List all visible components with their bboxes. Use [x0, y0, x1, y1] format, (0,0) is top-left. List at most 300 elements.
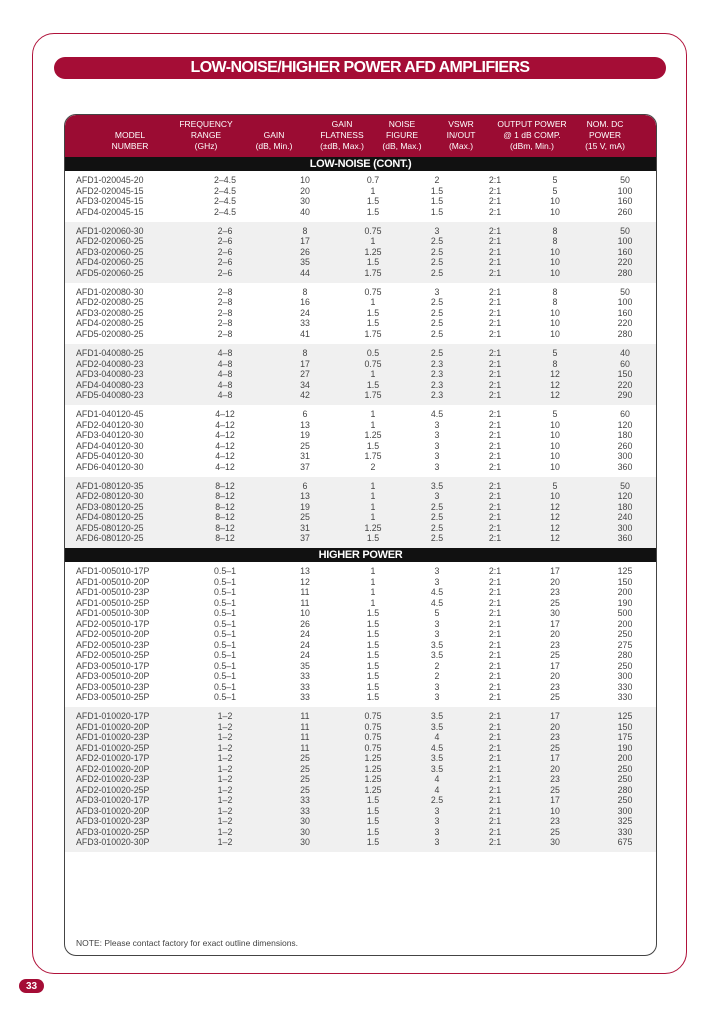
cell-output-power: 20 — [550, 629, 560, 640]
cell-frequency: 4–8 — [217, 358, 233, 369]
table-row — [65, 711, 656, 722]
cell-dc-power: 175 — [617, 732, 633, 743]
header-line: (dBm, Min.) — [510, 141, 554, 151]
table-row — [65, 774, 656, 785]
cell-dc-power: 250 — [617, 774, 633, 785]
cell-noise-figure: 2 — [434, 660, 440, 671]
cell-output-power: 25 — [550, 597, 560, 608]
cell-noise-figure: 3.5 — [430, 650, 444, 661]
cell-gain-flatness: 1.5 — [366, 618, 380, 629]
header-line: NOM. DC — [586, 119, 624, 129]
cell-noise-figure: 3 — [434, 692, 440, 703]
cell-dc-power: 200 — [617, 587, 633, 598]
table-row — [65, 420, 656, 431]
table-row — [65, 207, 656, 218]
cell-dc-power: 220 — [617, 318, 633, 329]
cell-gain: 8 — [302, 286, 308, 297]
cell-dc-power: 60 — [620, 358, 630, 369]
cell-gain-flatness: 1.5 — [366, 650, 380, 661]
cell-noise-figure: 2.5 — [430, 348, 444, 359]
table-row — [65, 512, 656, 523]
table-row — [65, 722, 656, 733]
cell-gain: 33 — [300, 318, 310, 329]
cell-gain: 33 — [300, 692, 310, 703]
cell-model: AFD6-080120-25 — [76, 533, 144, 544]
cell-output-power: 8 — [552, 297, 558, 308]
cell-gain: 41 — [300, 328, 310, 339]
cell-gain: 17 — [300, 358, 310, 369]
cell-vswr: 2:1 — [488, 297, 502, 308]
cell-noise-figure: 4 — [434, 732, 440, 743]
cell-output-power: 10 — [550, 491, 560, 502]
cell-gain-flatness: 1 — [370, 480, 376, 491]
cell-vswr: 2:1 — [488, 461, 502, 472]
cell-model: AFD4-080120-25 — [76, 512, 144, 523]
cell-noise-figure: 3.5 — [430, 763, 444, 774]
table-row — [65, 650, 656, 661]
cell-output-power: 30 — [550, 837, 560, 848]
cell-gain: 31 — [300, 522, 310, 533]
header-line: MODEL — [114, 130, 146, 140]
table-row — [65, 318, 656, 329]
cell-noise-figure: 2.5 — [430, 267, 444, 278]
cell-gain: 8 — [302, 348, 308, 359]
cell-gain: 11 — [300, 732, 310, 743]
cell-model: AFD2-040120-30 — [76, 419, 144, 430]
cell-frequency: 2–8 — [217, 318, 233, 329]
table-row — [65, 806, 656, 817]
header-line: FIGURE — [385, 130, 419, 140]
cell-vswr: 2:1 — [488, 480, 502, 491]
cell-gain-flatness: 0.75 — [364, 742, 382, 753]
cell-output-power: 23 — [550, 587, 560, 598]
cell-output-power: 12 — [550, 522, 560, 533]
cell-model: AFD2-010020-25P — [76, 784, 150, 795]
cell-model: AFD2-010020-23P — [76, 774, 150, 785]
cell-gain: 31 — [300, 451, 310, 462]
header-line: (dB, Max.) — [382, 141, 422, 151]
cell-vswr: 2:1 — [488, 576, 502, 587]
cell-gain: 20 — [300, 185, 310, 196]
cell-noise-figure: 2.3 — [430, 358, 444, 369]
table-row — [65, 441, 656, 452]
cell-gain: 6 — [302, 409, 308, 420]
cell-dc-power: 360 — [617, 461, 633, 472]
row-group — [65, 171, 656, 222]
table-row — [65, 430, 656, 441]
cell-gain-flatness: 1.25 — [364, 753, 382, 764]
cell-noise-figure: 2 — [434, 671, 440, 682]
cell-output-power: 10 — [550, 267, 560, 278]
table-row — [65, 247, 656, 258]
cell-frequency: 1–2 — [217, 721, 233, 732]
cell-noise-figure: 3.5 — [430, 480, 444, 491]
cell-frequency: 8–12 — [215, 522, 235, 533]
cell-frequency: 1–2 — [217, 795, 233, 806]
table-row — [65, 359, 656, 370]
cell-dc-power: 280 — [617, 267, 633, 278]
cell-gain: 30 — [300, 826, 310, 837]
cell-gain-flatness: 1 — [370, 491, 376, 502]
table-row — [65, 409, 656, 420]
header-line: GAIN — [331, 119, 353, 129]
table-row — [65, 297, 656, 308]
cell-noise-figure: 3 — [434, 451, 440, 462]
page-number: 33 — [19, 979, 44, 993]
cell-vswr: 2:1 — [488, 501, 502, 512]
cell-gain-flatness: 1 — [370, 297, 376, 308]
cell-gain-flatness: 1.5 — [366, 318, 380, 329]
cell-noise-figure: 3 — [434, 225, 440, 236]
table-row — [65, 502, 656, 513]
cell-frequency: 1–2 — [217, 711, 233, 722]
cell-dc-power: 260 — [617, 440, 633, 451]
cell-vswr: 2:1 — [488, 826, 502, 837]
cell-output-power: 10 — [550, 328, 560, 339]
cell-dc-power: 100 — [617, 297, 633, 308]
cell-gain-flatness: 1.75 — [364, 390, 382, 401]
table-row — [65, 308, 656, 319]
cell-dc-power: 160 — [617, 307, 633, 318]
cell-gain-flatness: 1.5 — [366, 206, 380, 217]
cell-model: AFD1-005010-25P — [76, 597, 150, 608]
table-row — [65, 451, 656, 462]
cell-noise-figure: 2.5 — [430, 512, 444, 523]
cell-gain-flatness: 1.25 — [364, 522, 382, 533]
cell-gain: 11 — [300, 711, 310, 722]
table-row — [65, 390, 656, 401]
cell-dc-power: 300 — [617, 671, 633, 682]
cell-gain-flatness: 1.5 — [366, 307, 380, 318]
cell-output-power: 10 — [550, 196, 560, 207]
cell-model: AFD3-020060-25 — [76, 246, 144, 257]
cell-output-power: 8 — [552, 358, 558, 369]
cell-frequency: 1–2 — [217, 763, 233, 774]
cell-model: AFD4-020045-15 — [76, 206, 144, 217]
cell-frequency: 4–12 — [215, 461, 235, 472]
cell-dc-power: 290 — [617, 390, 633, 401]
cell-frequency: 0.5–1 — [213, 671, 236, 682]
cell-output-power: 12 — [550, 369, 560, 380]
cell-vswr: 2:1 — [488, 440, 502, 451]
cell-frequency: 1–2 — [217, 805, 233, 816]
cell-gain: 25 — [300, 440, 310, 451]
cell-gain: 33 — [300, 795, 310, 806]
cell-model: AFD1-080120-35 — [76, 480, 144, 491]
cell-frequency: 0.5–1 — [213, 608, 236, 619]
cell-frequency: 1–2 — [217, 826, 233, 837]
table-row — [65, 692, 656, 703]
cell-model: AFD1-005010-20P — [76, 576, 150, 587]
table-row — [65, 196, 656, 207]
cell-vswr: 2:1 — [488, 763, 502, 774]
cell-dc-power: 500 — [617, 608, 633, 619]
cell-output-power: 12 — [550, 379, 560, 390]
cell-noise-figure: 3 — [434, 491, 440, 502]
cell-dc-power: 220 — [617, 257, 633, 268]
cell-dc-power: 200 — [617, 753, 633, 764]
cell-output-power: 25 — [550, 692, 560, 703]
cell-frequency: 0.5–1 — [213, 629, 236, 640]
cell-gain: 25 — [300, 784, 310, 795]
cell-noise-figure: 2.5 — [430, 246, 444, 257]
cell-vswr: 2:1 — [488, 816, 502, 827]
cell-frequency: 0.5–1 — [213, 618, 236, 629]
table-row — [65, 577, 656, 588]
cell-dc-power: 190 — [617, 742, 633, 753]
cell-noise-figure: 2.3 — [430, 390, 444, 401]
cell-vswr: 2:1 — [488, 774, 502, 785]
footnote: NOTE: Please contact factory for exact outline dimensions. — [76, 938, 299, 948]
cell-noise-figure: 2.5 — [430, 795, 444, 806]
cell-vswr: 2:1 — [488, 286, 502, 297]
header-line: GAIN — [263, 130, 285, 140]
cell-gain-flatness: 1 — [370, 369, 376, 380]
cell-gain: 17 — [300, 236, 310, 247]
table-row — [65, 481, 656, 492]
cell-output-power: 10 — [550, 805, 560, 816]
cell-gain-flatness: 1.25 — [364, 430, 382, 441]
cell-model: AFD1-020045-20 — [76, 175, 144, 186]
table-row — [65, 743, 656, 754]
cell-frequency: 1–2 — [217, 837, 233, 848]
cell-dc-power: 300 — [617, 805, 633, 816]
cell-dc-power: 190 — [617, 597, 633, 608]
cell-vswr: 2:1 — [488, 307, 502, 318]
cell-dc-power: 150 — [617, 721, 633, 732]
header-output-power — [487, 119, 577, 152]
header-gain-flatness — [311, 119, 373, 152]
cell-frequency: 2–6 — [217, 257, 233, 268]
cell-noise-figure: 3 — [434, 419, 440, 430]
header-line: OUTPUT POWER — [497, 119, 567, 129]
cell-model: AFD3-010020-23P — [76, 816, 150, 827]
cell-gain: 30 — [300, 196, 310, 207]
cell-output-power: 8 — [552, 286, 558, 297]
cell-noise-figure: 3 — [434, 826, 440, 837]
cell-output-power: 5 — [552, 409, 558, 420]
cell-model: AFD2-020045-15 — [76, 185, 144, 196]
cell-dc-power: 125 — [617, 566, 633, 577]
cell-gain-flatness: 1 — [370, 597, 376, 608]
cell-vswr: 2:1 — [488, 805, 502, 816]
cell-vswr: 2:1 — [488, 257, 502, 268]
cell-gain-flatness: 1.5 — [366, 816, 380, 827]
cell-frequency: 4–8 — [217, 369, 233, 380]
cell-output-power: 5 — [552, 348, 558, 359]
cell-vswr: 2:1 — [488, 711, 502, 722]
cell-gain-flatness: 1.5 — [366, 379, 380, 390]
cell-noise-figure: 3 — [434, 837, 440, 848]
cell-output-power: 10 — [550, 461, 560, 472]
cell-output-power: 12 — [550, 390, 560, 401]
table-row — [65, 369, 656, 380]
cell-vswr: 2:1 — [488, 732, 502, 743]
cell-frequency: 1–2 — [217, 742, 233, 753]
cell-frequency: 4–12 — [215, 430, 235, 441]
cell-output-power: 17 — [550, 753, 560, 764]
cell-gain: 11 — [300, 742, 310, 753]
header-line: RANGE — [190, 130, 222, 140]
cell-vswr: 2:1 — [488, 267, 502, 278]
cell-dc-power: 120 — [617, 419, 633, 430]
row-group — [65, 344, 656, 405]
cell-vswr: 2:1 — [488, 660, 502, 671]
cell-gain: 30 — [300, 816, 310, 827]
cell-output-power: 10 — [550, 318, 560, 329]
cell-gain-flatness: 1.5 — [366, 826, 380, 837]
cell-noise-figure: 3 — [434, 286, 440, 297]
cell-dc-power: 250 — [617, 795, 633, 806]
cell-output-power: 20 — [550, 721, 560, 732]
header-line: FREQUENCY — [179, 119, 233, 129]
cell-output-power: 10 — [550, 206, 560, 217]
cell-gain: 11 — [300, 721, 310, 732]
cell-dc-power: 300 — [617, 522, 633, 533]
cell-vswr: 2:1 — [488, 430, 502, 441]
cell-frequency: 2–8 — [217, 328, 233, 339]
header-line: (Max.) — [448, 141, 474, 151]
header-frequency — [173, 119, 239, 152]
cell-gain-flatness: 1.25 — [364, 784, 382, 795]
cell-output-power: 10 — [550, 257, 560, 268]
header-line: FLATNESS — [320, 130, 364, 140]
cell-output-power: 25 — [550, 784, 560, 795]
cell-noise-figure: 4 — [434, 774, 440, 785]
cell-gain: 26 — [300, 618, 310, 629]
cell-gain: 6 — [302, 480, 308, 491]
cell-dc-power: 300 — [617, 451, 633, 462]
cell-dc-power: 50 — [620, 286, 630, 297]
cell-gain-flatness: 1.25 — [364, 763, 382, 774]
cell-model: AFD1-010020-25P — [76, 742, 150, 753]
cell-frequency: 8–12 — [215, 480, 235, 491]
header-line: NUMBER — [111, 141, 149, 151]
cell-model: AFD2-080120-30 — [76, 491, 144, 502]
cell-vswr: 2:1 — [488, 196, 502, 207]
cell-output-power: 17 — [550, 566, 560, 577]
cell-dc-power: 675 — [617, 837, 633, 848]
cell-vswr: 2:1 — [488, 618, 502, 629]
cell-dc-power: 160 — [617, 246, 633, 257]
cell-output-power: 12 — [550, 533, 560, 544]
cell-vswr: 2:1 — [488, 742, 502, 753]
cell-noise-figure: 2.5 — [430, 297, 444, 308]
cell-noise-figure: 5 — [434, 608, 440, 619]
cell-frequency: 4–12 — [215, 409, 235, 420]
cell-output-power: 23 — [550, 732, 560, 743]
cell-gain-flatness: 0.75 — [364, 286, 382, 297]
cell-gain-flatness: 0.75 — [364, 711, 382, 722]
table-row — [65, 827, 656, 838]
cell-output-power: 5 — [552, 185, 558, 196]
cell-model: AFD5-020060-25 — [76, 267, 144, 278]
cell-model: AFD1-010020-17P — [76, 711, 150, 722]
cell-vswr: 2:1 — [488, 419, 502, 430]
cell-gain: 37 — [300, 461, 310, 472]
cell-gain: 8 — [302, 225, 308, 236]
cell-noise-figure: 2.5 — [430, 318, 444, 329]
cell-gain-flatness: 1.75 — [364, 328, 382, 339]
cell-gain-flatness: 1 — [370, 587, 376, 598]
cell-model: AFD3-040120-30 — [76, 430, 144, 441]
table-header — [65, 115, 656, 157]
cell-frequency: 4–8 — [217, 379, 233, 390]
cell-gain: 11 — [300, 597, 310, 608]
cell-output-power: 17 — [550, 660, 560, 671]
cell-noise-figure: 2.5 — [430, 522, 444, 533]
cell-vswr: 2:1 — [488, 608, 502, 619]
cell-gain: 25 — [300, 774, 310, 785]
cell-frequency: 0.5–1 — [213, 576, 236, 587]
cell-gain-flatness: 1.5 — [366, 671, 380, 682]
cell-vswr: 2:1 — [488, 236, 502, 247]
table-row — [65, 629, 656, 640]
cell-gain-flatness: 1 — [370, 236, 376, 247]
cell-gain: 33 — [300, 671, 310, 682]
cell-frequency: 0.5–1 — [213, 639, 236, 650]
cell-gain-flatness: 2 — [370, 461, 376, 472]
cell-dc-power: 50 — [620, 175, 630, 186]
cell-model: AFD2-010020-20P — [76, 763, 150, 774]
cell-noise-figure: 2.5 — [430, 257, 444, 268]
cell-noise-figure: 4.5 — [430, 597, 444, 608]
cell-dc-power: 280 — [617, 328, 633, 339]
header-line: (±dB, Max.) — [320, 141, 364, 151]
cell-model: AFD3-010020-25P — [76, 826, 150, 837]
cell-vswr: 2:1 — [488, 206, 502, 217]
cell-frequency: 2–6 — [217, 236, 233, 247]
cell-gain-flatness: 1.75 — [364, 451, 382, 462]
cell-dc-power: 180 — [617, 430, 633, 441]
table-row — [65, 226, 656, 237]
table-row — [65, 682, 656, 693]
table-row — [65, 661, 656, 672]
row-group — [65, 405, 656, 477]
cell-vswr: 2:1 — [488, 246, 502, 257]
table-row — [65, 608, 656, 619]
cell-gain-flatness: 1 — [370, 409, 376, 420]
cell-vswr: 2:1 — [488, 358, 502, 369]
table-row — [65, 732, 656, 743]
cell-output-power: 30 — [550, 608, 560, 619]
cell-gain-flatness: 0.7 — [366, 175, 380, 186]
cell-gain-flatness: 1.5 — [366, 629, 380, 640]
cell-dc-power: 330 — [617, 681, 633, 692]
cell-noise-figure: 1.5 — [430, 196, 444, 207]
cell-gain: 24 — [300, 307, 310, 318]
cell-dc-power: 250 — [617, 629, 633, 640]
cell-output-power: 17 — [550, 711, 560, 722]
table-row — [65, 566, 656, 577]
cell-model: AFD3-005010-23P — [76, 681, 150, 692]
cell-frequency: 1–2 — [217, 774, 233, 785]
cell-dc-power: 160 — [617, 196, 633, 207]
cell-model: AFD3-010020-30P — [76, 837, 150, 848]
table-row — [65, 462, 656, 473]
cell-noise-figure: 2.5 — [430, 236, 444, 247]
cell-output-power: 8 — [552, 236, 558, 247]
cell-output-power: 10 — [550, 246, 560, 257]
section-bar: LOW-NOISE (CONT.) — [65, 157, 656, 171]
cell-frequency: 2–6 — [217, 267, 233, 278]
cell-dc-power: 100 — [617, 185, 633, 196]
cell-gain: 19 — [300, 430, 310, 441]
table-row — [65, 186, 656, 197]
cell-vswr: 2:1 — [488, 522, 502, 533]
table-row — [65, 491, 656, 502]
cell-dc-power: 50 — [620, 480, 630, 491]
